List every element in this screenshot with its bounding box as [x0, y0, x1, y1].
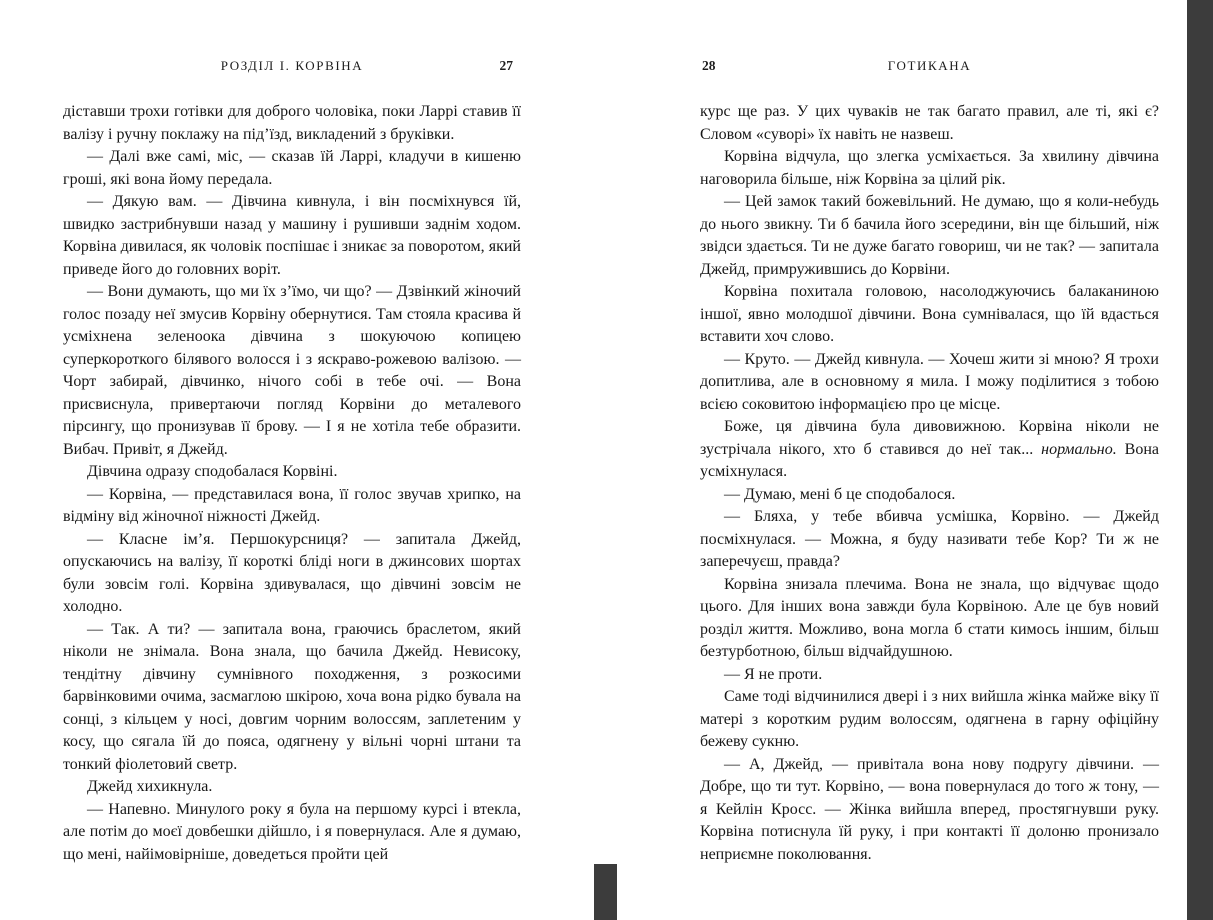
paragraph: — Бляха, у тебе вбивча усмішка, Корвіно. — Джейд посміхнулася. — Можна, я буду називати тебе Кор? Ти ж не заперечуєш, правда? — [700, 508, 1159, 570]
paragraph: Саме тоді відчинилися двері і з них вийшла жінка майже віку її матері з коротким рудим волоссям, одягнена в гарну офіційну бежеву сукню. — [700, 688, 1159, 750]
paragraph: — Вони думають, що ми їх з’їмо, чи що? — Дзвінкий жіночий голос позаду неї змусив Корвіну обернутися. Там стояла красива й усміхнена зеленоока дівчина з шокуючою копицею суперкороткого білявого волосся і з яскраво-рожевою валізою. — Чорт забирай, дівчинко, нічого собі в тебе очі. — Вона присвиснула, привертаючи погляд Корвіни до металевого пірсингу, що пронизував її брову. — І я не хотіла тебе образити. Вибач. Привіт, я Джейд. — [63, 283, 521, 458]
paragraph: — Класне ім’я. Першокурсниця? — запитала Джейд, опускаючись на валізу, її короткі бліді ноги в джинсових шортах були зовсім голі. Корвіна здивувалася, що дівчині зовсім не холодно. — [63, 530, 521, 615]
paragraph: — Я не проти. — [724, 665, 823, 683]
chapter-title: РОЗДІЛ І. КОРВІНА — [220, 58, 364, 73]
book-page-left — [63, 0, 521, 920]
paragraph: — Корвіна, — представилася вона, її голос звучав хрипко, на відміну від жіночної ніжності Джейд. — [63, 485, 521, 525]
page-left-body — [63, 101, 521, 866]
paragraph: Джейд хихикнула. — [87, 778, 213, 795]
page-number-right: 28 — [702, 58, 716, 73]
page-right-body — [700, 101, 1159, 866]
book-page-right — [700, 0, 1159, 920]
page-number-left: 27 — [499, 58, 513, 73]
paragraph: — Цей замок такий божевільний. Не думаю, що я коли-небудь до нього звикну. Ти б бачила його зсередини, він ще більший, ніж звідси здається. Ти не дуже багато говориш, чи не так? — запитала Джейд, примружившись до Корвіни. — [700, 193, 1159, 278]
book-title: ГОТИКАНА — [887, 58, 972, 73]
paragraph: курс ще раз. У цих чуваків не так багато правил, але ті, які є? Словом «суворі» їх навіть не назвеш. — [700, 103, 1159, 143]
paragraph: Корвіна відчула, що злегка усміхається. За хвилину дівчина наговорила більше, ніж Корвіна за цілий рік. — [700, 148, 1159, 188]
running-header-right — [700, 58, 1159, 76]
paragraph: діставши трохи готівки для доброго чоловіка, поки Ларрі ставив її валізу і ручну поклажу на під’їзд, викладений з бруківки. — [63, 103, 521, 143]
paragraph: Дівчина одразу сподобалася Корвіні. — [87, 463, 338, 480]
paragraph: — Напевно. Минулого року я була на першому курсі і втекла, але потім до моєї довбешки дійшло, і я повернулася. Але я думаю, що мені, найімовірніше, доведеться пройти цей — [63, 800, 521, 863]
paragraph: — Далі вже самі, міс, — сказав їй Ларрі, кладучи в кишеню гроші, які вона йому передала. — [63, 148, 521, 188]
background-strip-bottom — [594, 864, 617, 920]
background-strip-right — [1187, 0, 1213, 920]
paragraph: Корвіна знизала плечима. Вона не знала, що відчуває щодо цього. Для інших вона завжди була Корвіною. Але це був новий розділ життя. Можливо, вона могла б стати кимось іншим, більш безтурботною, більш відчайдушною. — [700, 575, 1159, 660]
paragraph: — Думаю, мені б це сподобалося. — [724, 485, 956, 503]
paragraph: — Дякую вам. — Дівчина кивнула, і він посміхнувся їй, швидко застрибнувши назад у машину і рушивши заднім ходом. Корвіна дивилася, як чоловік поспішає і зникає за поворотом, який приведе його до головних воріт. — [63, 193, 521, 278]
paragraph: — Круто. — Джейд кивнула. — Хочеш жити зі мною? Я трохи допитлива, але в основному я мила. І можу поділитися з тобою всією соковитою інформацією про це місце. — [700, 350, 1159, 413]
paragraph: Боже, ця дівчина була дивовижною. Корвіна ніколи не зустрічала нікого, хто б ставився до неї так... нормально. Вона усміхнулася. — [700, 418, 1159, 480]
running-header-left — [63, 58, 521, 76]
paragraph: Корвіна похитала головою, насолоджуючись балаканиною іншої, явно молодшої дівчини. Вона сумнівалася, що їй вдасться вставити хоч слово. — [700, 283, 1159, 345]
paragraph: — А, Джейд, — привітала вона нову подругу дівчини. — Добре, що ти тут. Корвіно, — вона повернулася до того ж тону, — я Кейлін Кросс. — Жінка вийшла вперед, простягнувши руку. Корвіна потиснула їй руку, і при контакті її долоню пронизало неприємне поколювання. — [700, 755, 1159, 863]
paragraph: — Так. А ти? — запитала вона, граючись браслетом, який ніколи не знімала. Вона знала, що бачила Джейд. Невисоку, тендітну дівчину сумнівного походження, з розкосими барвінковими очима, засмаглою шкірою, хоча вона рідко бувала на сонці, з кільцем у носі, довгим чорним волоссям, заплетеним у косу, що сягала їй до пояса, одягнену у вільні чорні штани та тонкий фіолетовий светр. — [63, 620, 521, 773]
